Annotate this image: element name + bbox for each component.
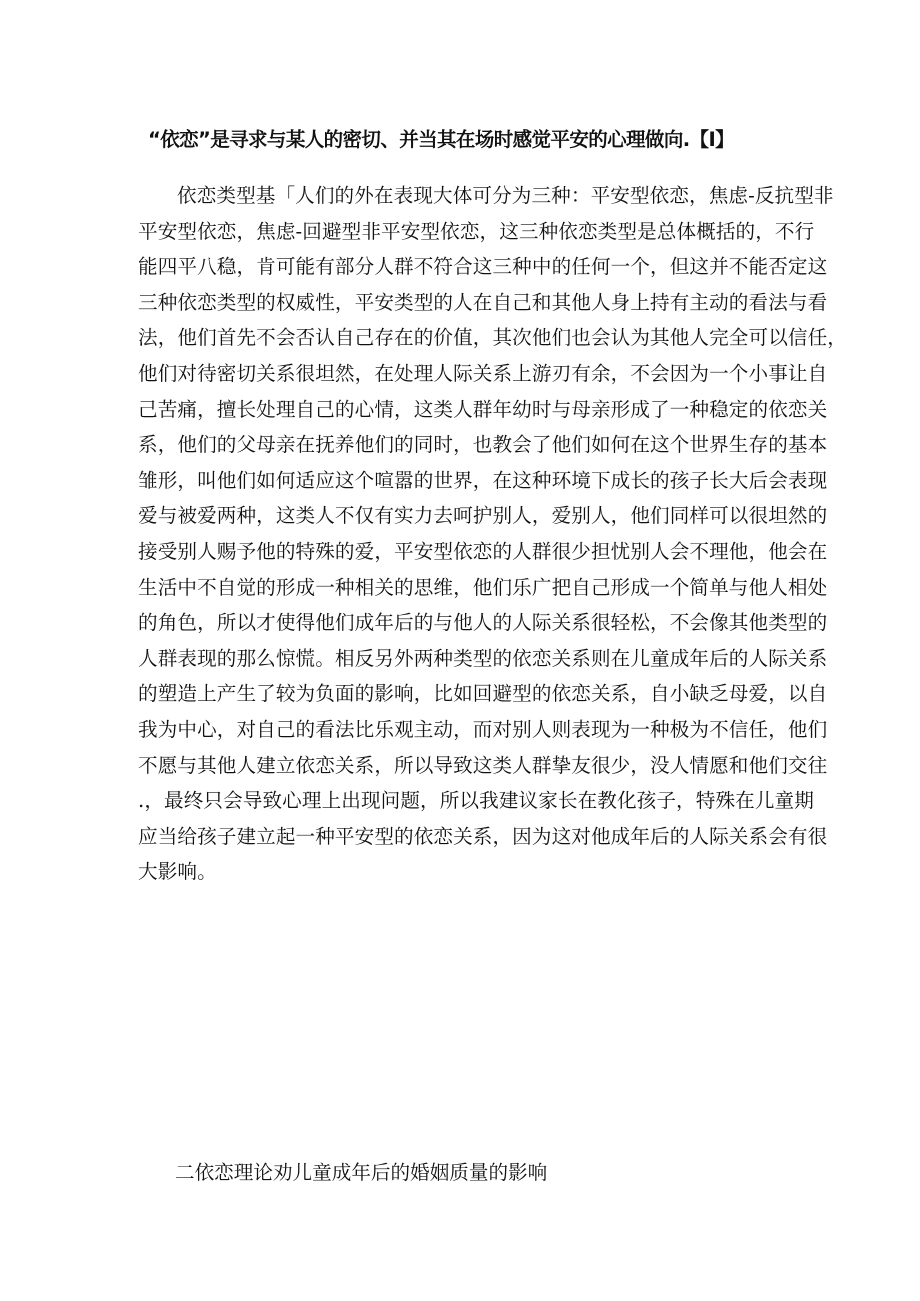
lead-sentence: “依恋”是寻求与某人的密切、并当其在场时感觉平安的心理做向.【I】 (148, 128, 734, 151)
paragraph-line: 的塑造上产生了较为负面的影响，比如回避型的依恋关系，自小缺乏母爱，以自 (138, 682, 828, 706)
paragraph-line: 己苦痛，擅长处理自己的心情，这类人群年幼时与母亲形成了一种稳定的依恋关 (138, 397, 828, 421)
paragraph-line: 的角色，所以才使得他们成年后的与他人的人际关系很轻松，不会像其他类型的 (138, 611, 828, 635)
paragraph-line: 生活中不自觉的形成一种相关的思维，他们乐广把自己形成一个简单与他人相处 (138, 575, 828, 599)
paragraph-line: 人群表现的那么惊慌。相反另外两种类型的依恋关系则在儿童成年后的人际关系 (138, 646, 828, 670)
paragraph-line: 法，他们首先不会否认自己存在的价值，其次他们也会认为其他人完全可以信任， (138, 326, 847, 350)
paragraph-line: 能四平八稳，肯可能有部分人群不符合这三种中的任何一个，但这并不能否定这 (138, 255, 828, 279)
paragraph-line: 三种依恋类型的权威性，平安类型的人在自己和其他人身上持有主动的看法与看 (138, 290, 828, 314)
paragraph-line: .，最终只会导致心理上出现问题，所以我建议家长在教化孩子，特殊在儿童期 (138, 789, 814, 813)
paragraph-line: 平安型依恋，焦虑-回避型非平安型依恋，这三种依恋类型是总体概括的，不行 (138, 219, 815, 243)
paragraph-line: 系，他们的父母亲在抚养他们的同时，也教会了他们如何在这个世界生存的基本 (138, 433, 828, 457)
paragraph-line: 雏形，叫他们如何适应这个喧嚣的世界，在这种环境下成长的孩子长大后会表现 (138, 468, 828, 492)
paragraph-line: 他们对待密切关系很坦然，在处理人际关系上游刃有余，不会因为一个小事让自 (138, 361, 828, 385)
paragraph-line: 依恋类型基「人们的外在表现大体可分为三种：平安型依恋，焦虑-反抗型非 (177, 184, 834, 207)
paragraph-line: 不愿与其他人建立依恋关系，所以导致这类人群挚友很少，没人情愿和他们交往 (138, 753, 828, 777)
paragraph-line: 我为中心，对自己的看法比乐观主动，而对别人则表现为一种极为不信任，他们 (138, 717, 828, 741)
paragraph-line: 应当给孩子建立起一种平安型的依恋关系，因为这对他成年后的人际关系会有很 (138, 824, 828, 848)
paragraph-line: 大影响。 (138, 860, 217, 884)
body-paragraph (138, 178, 847, 890)
section-heading: 二依恋理论劝儿童成年后的婚姻质量的影响 (175, 1161, 548, 1184)
paragraph-line: 爱与被爱两种，这类人不仅有实力去呵护别人，爱别人，他们同样可以很坦然的 (138, 504, 828, 528)
paragraph-line: 接受别人赐予他的特殊的爱，平安型依恋的人群很少担忧别人会不理他，他会在 (138, 539, 828, 563)
